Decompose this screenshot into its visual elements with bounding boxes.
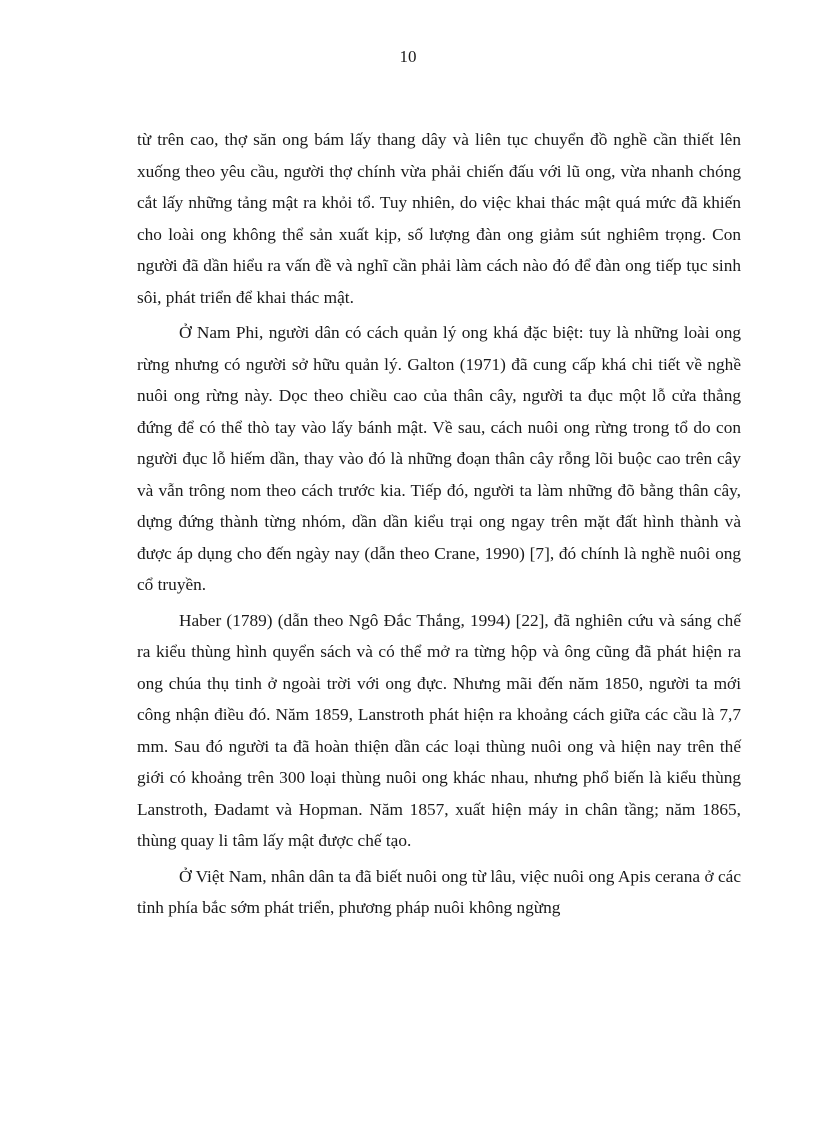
paragraph-honey-hunting: từ trên cao, thợ săn ong bám lấy thang dây và liên tục chuyển đồ nghề cần thiết lên xuống theo yêu cầu, người thợ chính vừa phải chiến đấu với lũ ong, vừa nhanh chóng cắt lấy những tảng mật ra khỏi tổ. Tuy nhiên, do việc khai thác mật quá mức đã khiến cho loài ong không thể sản xuất kịp, số lượng đàn ong giảm sút nghiêm trọng. Con người đã dần hiểu ra vấn đề và nghĩ cần phải làm cách nào đó để đàn ong tiếp tục sinh sôi, phát triển để khai thác mật. <box>137 130 741 307</box>
paragraph-vietnam: Ở Việt Nam, nhân dân ta đã biết nuôi ong từ lâu, việc nuôi ong Apis cerana ở các tỉnh phía bắc sớm phát triển, phương pháp nuôi không ngừng <box>137 866 741 917</box>
body-text <box>137 124 741 928</box>
paragraph-haber: Haber (1789) (dẫn theo Ngô Đắc Thắng, 1994) [22], đã nghiên cứu và sáng chế ra kiểu thùng hình quyển sách và có thể mở ra từng hộp và ông cũng đã phát hiện ra ong chúa thụ tinh ở ngoài trời với ong đực. Nhưng mãi đến năm 1850, người ta mới công nhận điều đó. Năm 1859, Lanstroth phát hiện ra khoảng cách giữa các cầu là 7,7 mm. Sau đó người ta đã hoàn thiện dần các loại thùng nuôi ong và hiện nay trên thế giới có khoảng trên 300 loại thùng nuôi ong khác nhau, nhưng phổ biến là kiểu thùng Lanstroth, Đadamt và Hopman. Năm 1857, xuất hiện máy in chân tầng; năm 1865, thùng quay li tâm lấy mật được chế tạo. <box>137 610 741 850</box>
paragraph-south-africa: Ở Nam Phi, người dân có cách quản lý ong khá đặc biệt: tuy là những loài ong rừng nhưng có người sở hữu quản lý. Galton (1971) đã cung cấp khá chi tiết về nghề nuôi ong rừng này. Dọc theo chiều cao của thân cây, người ta đục một lỗ cửa thẳng đứng để có thể thò tay vào lấy bánh mật. Về sau, cách nuôi ong rừng trong tổ do con người đục lỗ hiếm dần, thay vào đó là những đoạn thân cây rỗng lõi buộc cao trên cây và vẫn trông nom theo cách trước kia. Tiếp đó, người ta làm những đõ bằng thân cây, dựng đứng thành từng nhóm, dần dần kiểu trại ong ngay trên mặt đất hình thành và được áp dụng cho đến ngày nay (dẫn theo Crane, 1990) [7], đó chính là nghề nuôi ong cổ truyền. <box>137 323 741 594</box>
page-number: 10 <box>399 47 417 66</box>
